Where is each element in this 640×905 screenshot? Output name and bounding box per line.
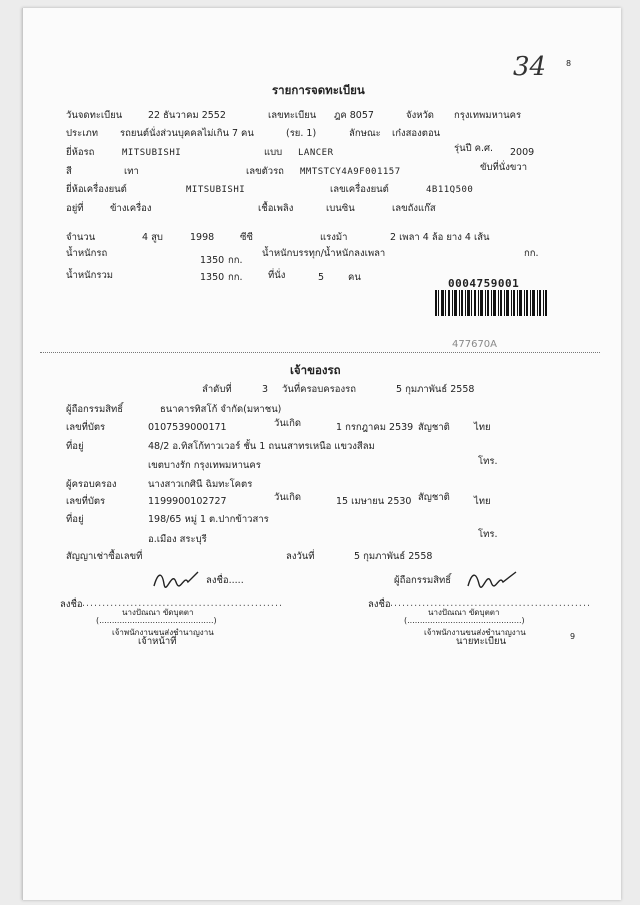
gross-value: 1350 xyxy=(200,272,225,283)
holder-addr-1: 48/2 อ.ทิสโก้ทาวเวอร์ ชั้น 1 ถนนสาทรเหนือ แขวงสีลม xyxy=(148,441,375,452)
seats-value: 5 xyxy=(318,272,325,283)
kg-unit: กก. xyxy=(228,255,243,266)
color-label: สี xyxy=(66,166,72,177)
model-value: LANCER xyxy=(298,148,334,158)
weight-value: 1350 xyxy=(200,255,225,266)
order-label: ลำดับที่ xyxy=(202,384,232,395)
chassis-value: MMTSTCY4A9F001157 xyxy=(300,167,401,177)
signature-right-top xyxy=(466,568,518,594)
role-left: เจ้าหน้าที่ xyxy=(138,636,177,647)
stamp-fragment: 477670A xyxy=(452,339,498,350)
official-name-right: นางปัณณา ขัดบุตตา xyxy=(428,608,500,617)
seats-label: ที่นั่ง xyxy=(268,270,286,281)
province-value: กรุงเทพมหานคร xyxy=(454,110,522,121)
possess-date-value: 5 กุมภาพันธ์ 2558 xyxy=(396,384,475,395)
location-label: อยู่ที่ xyxy=(66,203,84,214)
order-value: 3 xyxy=(262,384,269,395)
type-label: ประเภท xyxy=(66,128,99,139)
hp-label: แรงม้า xyxy=(320,232,348,243)
barcode xyxy=(435,290,547,326)
kg-unit-2: กก. xyxy=(524,248,539,259)
color-value: เทา xyxy=(124,166,139,177)
occupant-addr-2: อ.เมือง สระบุรี xyxy=(148,534,207,545)
cc-value: 1998 xyxy=(190,232,215,243)
holder-label: ผู้ถือกรรมสิทธิ์ xyxy=(66,404,124,415)
official-title-left: เจ้าพนักงานขนส่งชำนาญงาน xyxy=(112,628,214,637)
fuel-label: เชื้อเพลิง xyxy=(258,203,294,214)
occupant-nationality-value: ไทย xyxy=(474,496,491,507)
holder-dob-value: 1 กรกฎาคม 2539 xyxy=(336,422,414,433)
sign-label-1: ลงชื่อ..... xyxy=(206,575,244,586)
make-value: MITSUBISHI xyxy=(122,148,182,158)
axles-value: 2 เพลา 4 ล้อ ยาง 4 เส้น xyxy=(390,232,490,243)
gas-label: เลขถังแก๊ส xyxy=(392,203,436,214)
holder-addr-label: ที่อยู่ xyxy=(66,441,84,452)
holder-tel-label: โทร. xyxy=(478,456,498,467)
occupant-addr-label: ที่อยู่ xyxy=(66,514,84,525)
year-label: รุ่นปี ค.ศ. xyxy=(454,143,494,154)
contract-date-label: ลงวันที่ xyxy=(286,551,315,562)
occupant-id-value: 1199900102727 xyxy=(148,496,227,507)
holder-dob-label: วันเกิด xyxy=(274,418,301,429)
engine-brand-value: MITSUBISHI xyxy=(186,185,246,195)
reg-date-label: วันจดทะเบียน xyxy=(66,110,123,121)
holder-nationality-label: สัญชาติ xyxy=(418,422,450,433)
cc-label: ซีซี xyxy=(240,232,253,243)
plate-value: ฎค 8057 xyxy=(334,110,374,121)
style-value: เก๋งสองตอน xyxy=(392,128,441,139)
kg-unit-3: กก. xyxy=(228,272,243,283)
occupant-label: ผู้ครอบครอง xyxy=(66,479,117,490)
cylinders-value: 4 สูบ xyxy=(142,232,163,243)
official-name-left: นางปัณณา ขัดบุตตา xyxy=(122,608,194,617)
style-label: ลักษณะ xyxy=(349,128,381,139)
holder-nationality-value: ไทย xyxy=(474,422,491,433)
possess-date-label: วันที่ครอบครองรถ xyxy=(282,384,356,395)
chassis-label: เลขตัวรถ xyxy=(246,166,284,177)
weight-label: น้ำหนักรถ xyxy=(66,248,108,259)
occupant-value: นางสาวเกศินี ฉิมทะโคตร xyxy=(148,479,253,490)
occupant-tel-label: โทร. xyxy=(478,529,498,540)
gross-label: น้ำหนักรวม xyxy=(66,270,114,281)
location-value: ข้างเครื่อง xyxy=(110,203,152,214)
holder-id-label: เลขที่บัตร xyxy=(66,422,106,433)
corner-mark: 8 xyxy=(566,59,572,68)
occupant-addr-1: 198/65 หมู่ 1 ต.ปากข้าวสาร xyxy=(148,514,269,525)
reg-date-value: 22 ธันวาคม 2552 xyxy=(148,110,226,121)
occupant-dob-value: 15 เมษายน 2530 xyxy=(336,496,412,507)
fuel-value: เบนซิน xyxy=(326,203,355,214)
section-divider xyxy=(40,352,600,353)
barcode-number: 0004759001 xyxy=(448,277,520,290)
contract-date-value: 5 กุมภาพันธ์ 2558 xyxy=(354,551,433,562)
steering-value: ขับที่นั่งขวา xyxy=(480,162,528,173)
handwritten-page-number: 34 xyxy=(513,52,547,82)
contract-label: สัญญาเช่าซื้อเลขที่ xyxy=(66,551,143,562)
engine-no-value: 4B11Q500 xyxy=(426,185,474,195)
owner-title: เจ้าของรถ xyxy=(290,363,341,377)
holder-addr-2: เขตบางรัก กรุงเทพมหานคร xyxy=(148,460,261,471)
seats-unit: คน xyxy=(348,272,361,283)
province-label: จังหวัด xyxy=(406,110,434,121)
registration-title: รายการจดทะเบียน xyxy=(272,83,365,97)
official-title-right: เจ้าพนักงานขนส่งชำนาญงาน xyxy=(424,628,526,637)
signature-left-top xyxy=(152,568,200,594)
year-value: 2009 xyxy=(510,147,535,158)
holder-sign-label: ผู้ถือกรรมสิทธิ์ xyxy=(394,575,452,586)
holder-value: ธนาคารทิสโก้ จำกัด(มหาชน) xyxy=(160,404,282,415)
occupant-dob-label: วันเกิด xyxy=(274,492,301,503)
type-value: รถยนต์นั่งส่วนบุคคลไม่เกิน 7 คน xyxy=(120,128,254,139)
engine-brand-label: ยี่ห้อเครื่องยนต์ xyxy=(66,184,127,195)
holder-id-value: 0107539000171 xyxy=(148,422,227,433)
model-label: แบบ xyxy=(264,147,283,158)
type-code: (รย. 1) xyxy=(286,128,317,139)
plate-label: เลขทะเบียน xyxy=(268,110,317,121)
page-mark: 9 xyxy=(570,632,576,641)
engine-no-label: เลขเครื่องยนต์ xyxy=(330,184,389,195)
sign-label-left: ลงชื่อ xyxy=(60,599,83,610)
make-label: ยี่ห้อรถ xyxy=(66,147,95,158)
sign-label-right: ลงชื่อ xyxy=(368,599,391,610)
load-label: น้ำหนักบรรทุก/น้ำหนักลงเพลา xyxy=(262,248,386,259)
registration-document xyxy=(22,8,621,900)
count-label: จำนวน xyxy=(66,232,96,243)
occupant-nationality-label: สัญชาติ xyxy=(418,492,450,503)
role-right: นายทะเบียน xyxy=(456,636,507,647)
occupant-id-label: เลขที่บัตร xyxy=(66,496,106,507)
